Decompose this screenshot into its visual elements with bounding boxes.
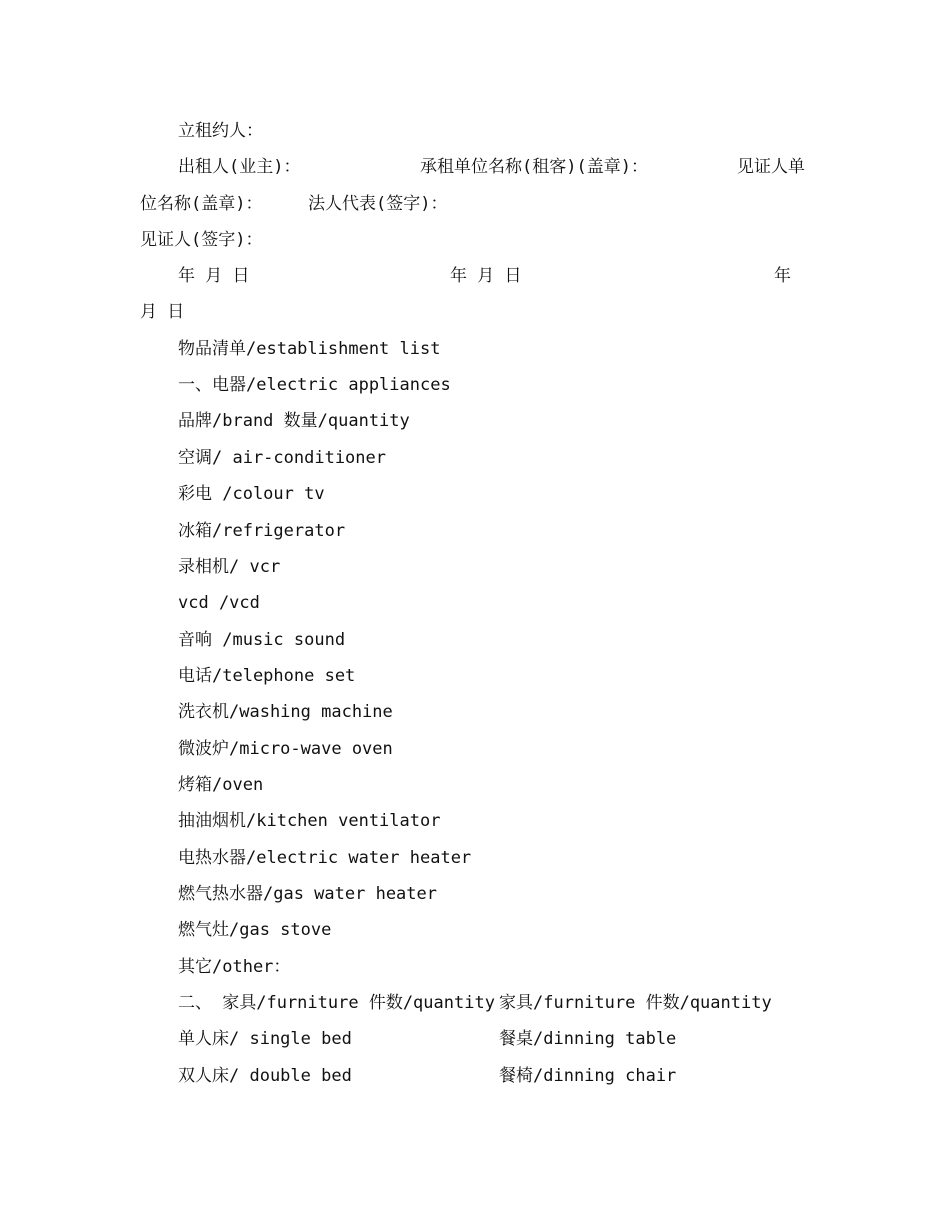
- list-item: 音响 /music sound: [178, 630, 346, 650]
- list-item: 冰箱/refrigerator: [178, 521, 346, 541]
- list-item: 洗衣机/washing machine: [178, 702, 393, 722]
- list-item: 电热水器/electric water heater: [178, 848, 472, 868]
- appliances-columns: 品牌/brand 数量/quantity: [178, 411, 410, 431]
- witness-person-label: 见证人(签字)：: [140, 230, 263, 250]
- list-item: 燃气灶/gas stove: [178, 920, 332, 940]
- list-item: 微波炉/micro-wave oven: [178, 739, 393, 759]
- lessee-label: 承租单位名称(租客)(盖章)：: [420, 157, 648, 177]
- furniture-heading-left: 二、 家具/furniture 件数/quantity: [178, 993, 495, 1013]
- parties-label: 立租约人：: [178, 121, 263, 141]
- list-item: vcd /vcd: [178, 593, 260, 613]
- furniture-item-left: 双人床/ double bed: [178, 1066, 352, 1086]
- list-item: 抽油烟机/kitchen ventilator: [178, 811, 441, 831]
- furniture-heading-right: 家具/furniture 件数/quantity: [499, 993, 772, 1013]
- date-witness-month-day: 月 日: [140, 302, 185, 322]
- date-lessee: 年 月 日: [450, 266, 522, 286]
- list-item: 燃气热水器/gas water heater: [178, 884, 437, 904]
- witness-unit-label-cont: 位名称(盖章)：: [140, 194, 263, 214]
- date-witness-year: 年: [774, 266, 791, 286]
- list-item: 电话/telephone set: [178, 666, 356, 686]
- list-item: 其它/other：: [178, 957, 291, 977]
- furniture-item-left: 单人床/ single bed: [178, 1029, 352, 1049]
- appliances-heading: 一、电器/electric appliances: [178, 375, 451, 395]
- list-item: 烤箱/oven: [178, 775, 264, 795]
- list-item: 空调/ air-conditioner: [178, 448, 386, 468]
- legal-rep-label: 法人代表(签字)：: [308, 194, 448, 214]
- furniture-item-right: 餐桌/dinning table: [499, 1029, 677, 1049]
- furniture-item-right: 餐椅/dinning chair: [499, 1066, 677, 1086]
- inventory-title: 物品清单/establishment list: [178, 339, 441, 359]
- witness-unit-label: 见证人单: [737, 157, 805, 177]
- list-item: 彩电 /colour tv: [178, 484, 325, 504]
- lessor-label: 出租人(业主)：: [178, 157, 301, 177]
- date-lessor: 年 月 日: [178, 266, 250, 286]
- list-item: 录相机/ vcr: [178, 557, 281, 577]
